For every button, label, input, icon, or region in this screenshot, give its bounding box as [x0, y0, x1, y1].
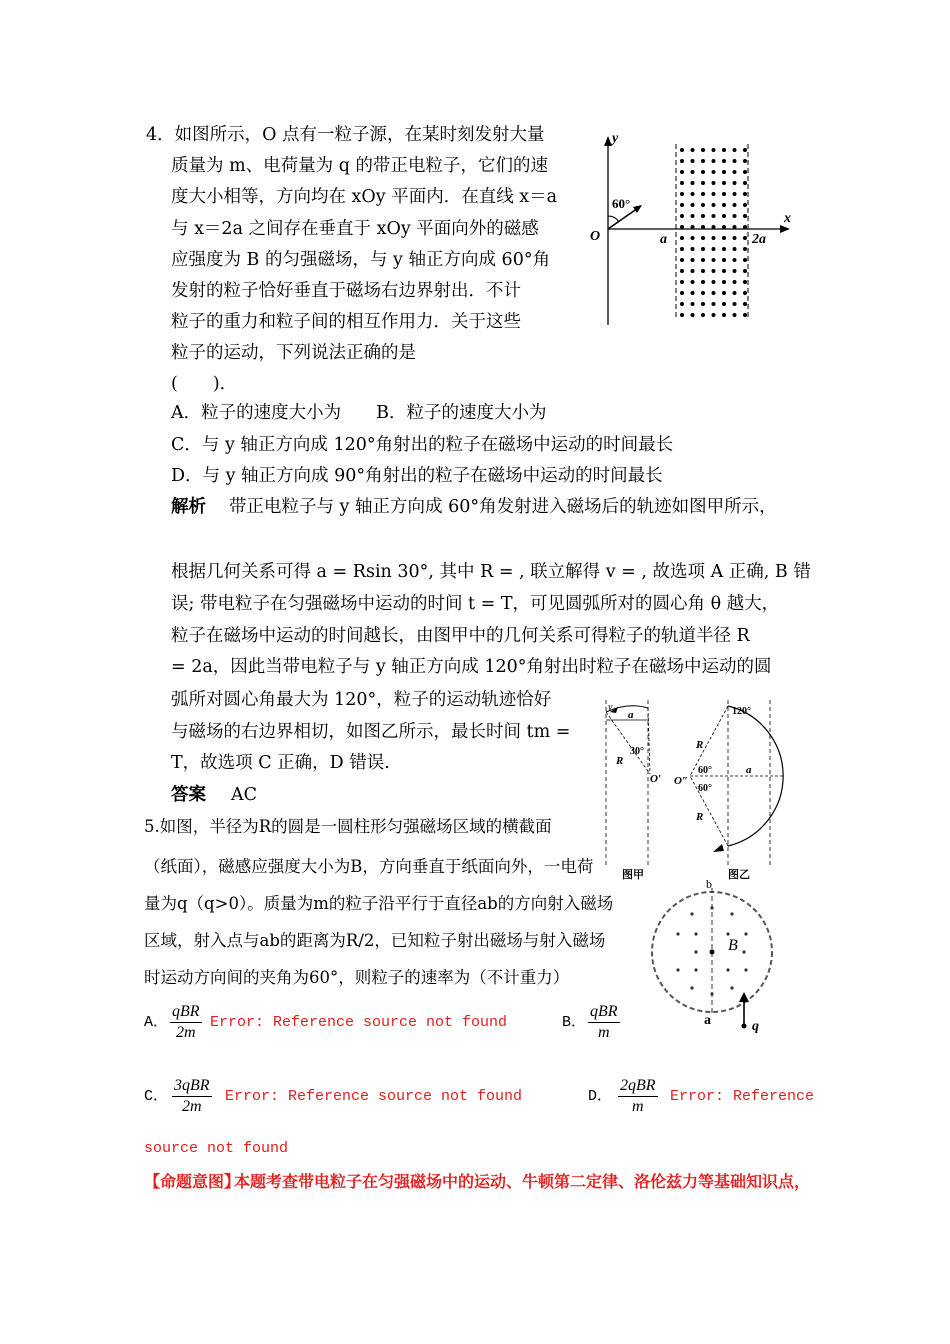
- field-dot: [680, 280, 684, 284]
- option-label: B．: [562, 1014, 587, 1031]
- q4-line: 与 x＝2a 之间存在垂直于 xOy 平面向外的磁感: [171, 219, 539, 239]
- field-dot: [710, 906, 713, 909]
- field-dot: [722, 247, 726, 251]
- angle60-bottom-label: 60°: [698, 783, 712, 794]
- field-dot: [680, 192, 684, 196]
- field-dot: [712, 247, 716, 251]
- solution-line: 粒子在磁场中运动的时间越长，由图甲中的几何关系可得粒子的轨道半径 R: [171, 626, 750, 646]
- field-dot: [676, 968, 679, 971]
- field-dot: [743, 291, 747, 295]
- field-dot: [743, 181, 747, 185]
- field-dot: [712, 159, 716, 163]
- field-dot: [722, 192, 726, 196]
- field-dot: [691, 148, 695, 152]
- q4-line: 4．如图所示，O 点有一粒子源，在某时刻发射大量: [146, 125, 545, 145]
- field-dot: [743, 192, 747, 196]
- R-label-yi-bottom: R: [696, 811, 704, 823]
- solution-line: T，故选项 C 正确，D 错误.: [171, 753, 390, 773]
- field-dot: [680, 170, 684, 174]
- field-dot: [712, 258, 716, 262]
- field-dot: [701, 148, 705, 152]
- option-fraction: [170, 1002, 202, 1043]
- field-dot: [733, 313, 737, 317]
- answer-label: 答案: [171, 785, 206, 805]
- option-fraction: [588, 1002, 620, 1043]
- fraction-denominator: 2m: [175, 1024, 196, 1041]
- field-dot: [691, 192, 695, 196]
- field-dot: [742, 950, 745, 953]
- field-dot: [691, 236, 695, 240]
- fraction-numerator: qBR: [588, 1002, 620, 1023]
- fraction-numerator: 2qBR: [618, 1076, 658, 1097]
- q5-field-figure: [640, 878, 790, 1038]
- field-dot: [680, 203, 684, 207]
- q4-line: 应强度为 B 的匀强磁场，与 y 轴正方向成 60°角: [171, 250, 551, 270]
- field-dot: [691, 170, 695, 174]
- field-dot: [712, 214, 716, 218]
- solution-line: 带正电粒子与 y 轴正方向成 60°角发射进入磁场后的轨迹如图甲所示，: [229, 497, 777, 517]
- field-dot: [701, 181, 705, 185]
- field-dot: [701, 170, 705, 174]
- field-dot: [691, 247, 695, 251]
- field-dot: [712, 280, 716, 284]
- a-label: a: [660, 232, 667, 247]
- field-dot: [680, 302, 684, 306]
- field-dot: [722, 159, 726, 163]
- field-dot: [730, 912, 733, 915]
- field-dot: [722, 148, 726, 152]
- B-label: B: [728, 937, 738, 954]
- field-dot: [701, 313, 705, 317]
- solution-line: 弧所对圆心角最大为 120°，粒子的运动轨迹恰好: [171, 690, 552, 710]
- field-dot: [733, 159, 737, 163]
- option-label: D．: [588, 1088, 613, 1105]
- v-label: v: [608, 702, 613, 713]
- q4-line: 粒子的重力和粒子间的相互作用力．关于这些: [171, 312, 521, 332]
- field-dot: [680, 269, 684, 273]
- field-dot: [722, 203, 726, 207]
- angle30-label: 30°: [630, 746, 644, 757]
- field-dot: [680, 148, 684, 152]
- field-dot: [712, 302, 716, 306]
- field-dot: [743, 313, 747, 317]
- field-dot: [722, 269, 726, 273]
- field-dot: [701, 159, 705, 163]
- field-dot: [712, 269, 716, 273]
- field-dot: [701, 258, 705, 262]
- q4-line: 度大小相等，方向均在 xOy 平面内．在直线 x＝a: [171, 187, 558, 207]
- field-dot: [701, 302, 705, 306]
- field-dot: [722, 258, 726, 262]
- field-dot: [733, 170, 737, 174]
- field-dot: [691, 225, 695, 229]
- q5-line: 量为q（q>0）。质量为m的粒子沿平行于直径ab的方向射入磁场: [144, 894, 614, 913]
- q4-line: 发射的粒子恰好垂直于磁场右边界射出．不计: [171, 281, 521, 301]
- field-dot: [691, 181, 695, 185]
- field-dot: [726, 932, 729, 935]
- q4-option-c: C．与 y 轴正方向成 120°角射出的粒子在磁场中运动的时间最长: [171, 435, 674, 455]
- field-dot: [733, 258, 737, 262]
- R-label-jia: R: [616, 755, 624, 767]
- q4-line: 粒子的运动，下列说法正确的是: [171, 343, 416, 363]
- field-dot: [722, 302, 726, 306]
- field-dot: [722, 181, 726, 185]
- solution-line: 误; 带电粒子在匀强磁场中运动的时间 t = T，可见圆弧所对的圆心角 θ 越大，: [171, 594, 780, 614]
- field-dot: [712, 203, 716, 207]
- field-dot: [743, 269, 747, 273]
- a-label-yi: a: [746, 764, 752, 776]
- q5-line: （纸面），磁感应强度大小为B，方向垂直于纸面向外，一电荷: [144, 857, 594, 876]
- field-dot: [733, 302, 737, 306]
- fraction-denominator: m: [597, 1024, 610, 1041]
- field-dot: [694, 950, 697, 953]
- q4-line: ( )．: [171, 374, 238, 394]
- field-dot: [712, 170, 716, 174]
- field-dot: [701, 225, 705, 229]
- x-axis-label: x: [784, 211, 791, 226]
- O-dprime-label: O″: [674, 775, 689, 787]
- b-label: b: [706, 878, 712, 891]
- option-label: A．: [144, 1014, 169, 1031]
- q5-line: 5.如图，半径为R的圆是一圆柱形匀强磁场区域的横截面: [144, 817, 552, 836]
- field-dot: [722, 313, 726, 317]
- field-dot: [712, 181, 716, 185]
- answer-value: AC: [231, 785, 258, 805]
- field-dot: [712, 192, 716, 196]
- solution-line: 与磁场的右边界相切，如图乙所示，最长时间 tm =: [171, 722, 571, 742]
- field-dot: [701, 247, 705, 251]
- field-dot: [691, 258, 695, 262]
- field-dot: [722, 236, 726, 240]
- fraction-denominator: m: [631, 1098, 644, 1115]
- fraction-numerator: qBR: [170, 1002, 202, 1023]
- R-label-yi-top: R: [696, 739, 704, 751]
- field-dot: [743, 170, 747, 174]
- solution-line: = 2a，因此当带电粒子与 y 轴正方向成 120°角射出时粒子在磁场中运动的圆: [171, 657, 772, 677]
- field-dot: [712, 313, 716, 317]
- field-dot: [733, 148, 737, 152]
- field-dot: [733, 280, 737, 284]
- field-dot: [744, 968, 747, 971]
- angle60-top-label: 60°: [698, 765, 712, 776]
- field-dot: [726, 968, 729, 971]
- field-dot: [743, 247, 747, 251]
- field-dot: [722, 280, 726, 284]
- q5-line: 区域，射入点与ab的距离为R/2，已知粒子射出磁场与射入磁场: [144, 931, 606, 950]
- field-dot: [701, 192, 705, 196]
- field-dot: [712, 148, 716, 152]
- solution-label: 解析: [171, 497, 206, 517]
- field-dot: [691, 269, 695, 273]
- field-dot: [680, 236, 684, 240]
- caption-yi: 图乙: [728, 868, 750, 881]
- field-dot: [733, 192, 737, 196]
- O-prime-label: O′: [650, 773, 662, 785]
- field-dot: [691, 302, 695, 306]
- a-label: a: [704, 1013, 711, 1028]
- intent-label: 【命题意图】: [144, 1172, 241, 1191]
- field-dot: [701, 214, 705, 218]
- angle120-label: 120°: [732, 706, 751, 717]
- field-dot: [680, 181, 684, 185]
- field-dot: [743, 280, 747, 284]
- field-dot: [722, 225, 726, 229]
- field-dot: [743, 258, 747, 262]
- field-dot: [743, 302, 747, 306]
- reference-error-tail: source not found: [144, 1140, 289, 1157]
- q4-field-figure: [582, 130, 802, 330]
- field-dot: [691, 203, 695, 207]
- option-fraction: [618, 1076, 658, 1117]
- field-dot: [691, 291, 695, 295]
- intent-text: 本题考查带电粒子在匀强磁场中的运动、牛顿第二定律、洛伦兹力等基础知识点，: [234, 1172, 811, 1191]
- field-dot: [712, 236, 716, 240]
- field-dot: [680, 214, 684, 218]
- q-label: q: [752, 1019, 759, 1034]
- field-dot: [690, 912, 693, 915]
- field-dot: [743, 214, 747, 218]
- field-dot: [712, 225, 716, 229]
- field-dot: [694, 932, 697, 935]
- field-dot: [743, 148, 747, 152]
- q5-line: 时运动方向间的夹角为60°，则粒子的速率为（不计重力）: [144, 968, 570, 987]
- field-dot: [733, 181, 737, 185]
- reference-error: Error: Reference source not found: [225, 1088, 523, 1105]
- q4-line: 质量为 m、电荷量为 q 的带正电粒子，它们的速: [171, 156, 548, 176]
- angle-label: 60°: [612, 196, 631, 211]
- field-dot: [691, 214, 695, 218]
- field-dot: [712, 291, 716, 295]
- y-axis-label: y: [612, 131, 619, 146]
- field-dot: [733, 247, 737, 251]
- field-dot: [701, 280, 705, 284]
- field-dot: [744, 932, 747, 935]
- option-fraction: [172, 1076, 212, 1117]
- two-a-label: 2a: [752, 232, 766, 247]
- field-dot: [701, 236, 705, 240]
- q4-option-ab: A．粒子的速度大小为 B．粒子的速度大小为: [171, 403, 547, 423]
- field-dot: [676, 932, 679, 935]
- field-dot: [743, 159, 747, 163]
- field-dot: [701, 269, 705, 273]
- field-dot: [743, 225, 747, 229]
- field-dot: [733, 291, 737, 295]
- solution-line: 根据几何关系可得 a = Rsin 30°, 其中 R = , 联立解得 v = , 故选项 A 正确, B 错: [171, 562, 811, 582]
- field-dot: [733, 214, 737, 218]
- field-dot: [722, 170, 726, 174]
- a-label-jia: a: [628, 709, 634, 721]
- field-dot: [701, 291, 705, 295]
- field-dot: [733, 203, 737, 207]
- field-dot: [733, 269, 737, 273]
- field-dot: [680, 258, 684, 262]
- field-dot: [690, 986, 693, 989]
- field-dot: [722, 214, 726, 218]
- field-dot: [680, 313, 684, 317]
- field-dot: [691, 159, 695, 163]
- field-dot: [733, 225, 737, 229]
- field-dot: [680, 291, 684, 295]
- field-dot: [710, 992, 713, 995]
- field-dot: [691, 313, 695, 317]
- origin-label: O: [590, 229, 601, 244]
- field-dot: [730, 986, 733, 989]
- field-dot: [722, 291, 726, 295]
- fraction-numerator: 3qBR: [172, 1076, 212, 1097]
- reference-error: Error: Reference: [670, 1088, 815, 1105]
- field-dot: [691, 280, 695, 284]
- caption-jia: 图甲: [622, 868, 644, 881]
- field-dot: [680, 247, 684, 251]
- field-dot: [680, 225, 684, 229]
- q4-option-d: D．与 y 轴正方向成 90°角射出的粒子在磁场中运动的时间最长: [171, 466, 663, 486]
- field-dot: [733, 236, 737, 240]
- field-dot: [680, 159, 684, 163]
- fraction-denominator: 2m: [181, 1098, 202, 1115]
- field-dot: [743, 203, 747, 207]
- field-dot: [743, 236, 747, 240]
- option-label: C．: [144, 1088, 169, 1105]
- field-dot: [694, 968, 697, 971]
- field-dot: [701, 203, 705, 207]
- q4-trajectory-figure: [600, 696, 790, 886]
- reference-error: Error: Reference source not found: [210, 1014, 508, 1031]
